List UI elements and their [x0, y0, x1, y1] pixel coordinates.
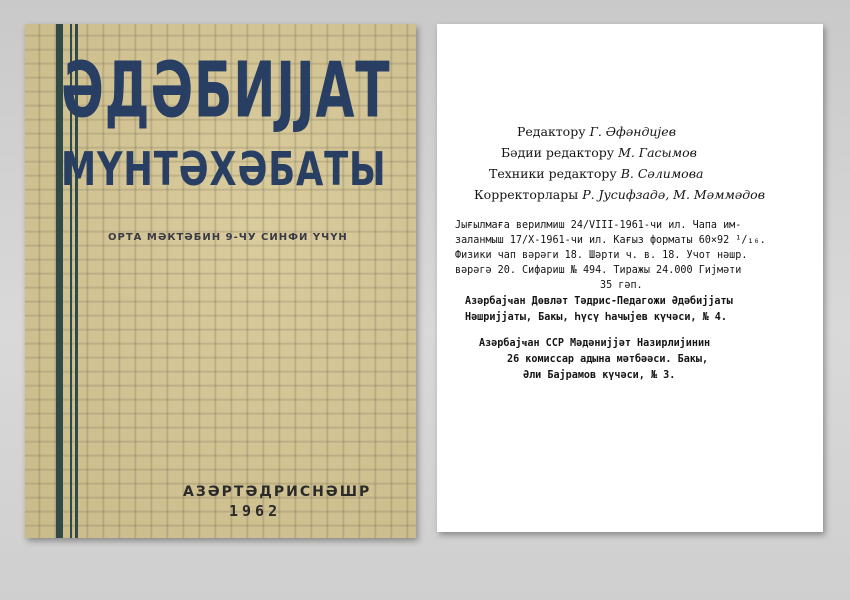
- details-line: Јығылмаға верилмиш 24/VIII-1961-чи ил. Чапа им-: [455, 218, 742, 231]
- credit-name: В. Сәлимова: [620, 166, 704, 181]
- cover-publisher: АЗӘРТӘДРИСНӘШР: [183, 484, 372, 500]
- publisher-line: Нәшријјаты, Бакы, Һүсү Һачыјев күчәси, № 4.: [465, 310, 727, 323]
- book-cover: [25, 24, 416, 538]
- details-line: Физики чап вәрәги 18. Шәрти ч. в. 18. Учот нәшр.: [455, 248, 748, 261]
- printer-line: Әли Бајрамов күчәси, № 3.: [523, 368, 676, 381]
- credit-name: М. Гасымов: [618, 145, 697, 160]
- credit-proofreaders: [474, 187, 765, 202]
- credit-role: Техники редактору: [489, 166, 617, 181]
- cover-year: 1962: [229, 502, 282, 520]
- details-line: вәрәгә 20. Сифариш № 494. Тиражы 24.000 Гијмәти: [455, 263, 742, 276]
- credit-name: Р. Јусифзадә, М. Мәммәдов: [582, 187, 765, 202]
- cover-title-line2: МҮНТӘХӘБАТЫ: [61, 142, 387, 196]
- details-line: 35 гәп.: [600, 278, 643, 291]
- credit-art-editor: [501, 145, 697, 160]
- credit-role: Бәдии редактору: [501, 145, 615, 160]
- printer-line: Азәрбајҹан ССР Мәдәнијјәт Назирлијинин: [479, 336, 711, 349]
- credit-name: Г. Әфәндијев: [589, 124, 676, 139]
- publisher-line: Азәрбајҹан Дөвләт Тәдрис-Педагожи Әдәбијјаты: [465, 294, 733, 307]
- credit-role: Корректорлары: [474, 187, 579, 202]
- details-line: заланмыш 17/X-1961-чи ил. Кағыз форматы 60×92 ¹/₁₆.: [455, 233, 766, 246]
- credit-editor: [517, 124, 676, 139]
- printer-line: 26 комиссар адына мәтбәәси. Бакы,: [507, 352, 709, 365]
- cover-title-line1: ӘДӘБИЈЈАТ: [61, 46, 391, 136]
- credit-role: Редактору: [517, 124, 586, 139]
- cover-subtitle: ОРТА МӘКТӘБИН 9-ЧУ СИНФИ ҮЧҮН: [108, 232, 348, 243]
- imprint-page: [437, 24, 823, 532]
- credit-tech-editor: [489, 166, 703, 181]
